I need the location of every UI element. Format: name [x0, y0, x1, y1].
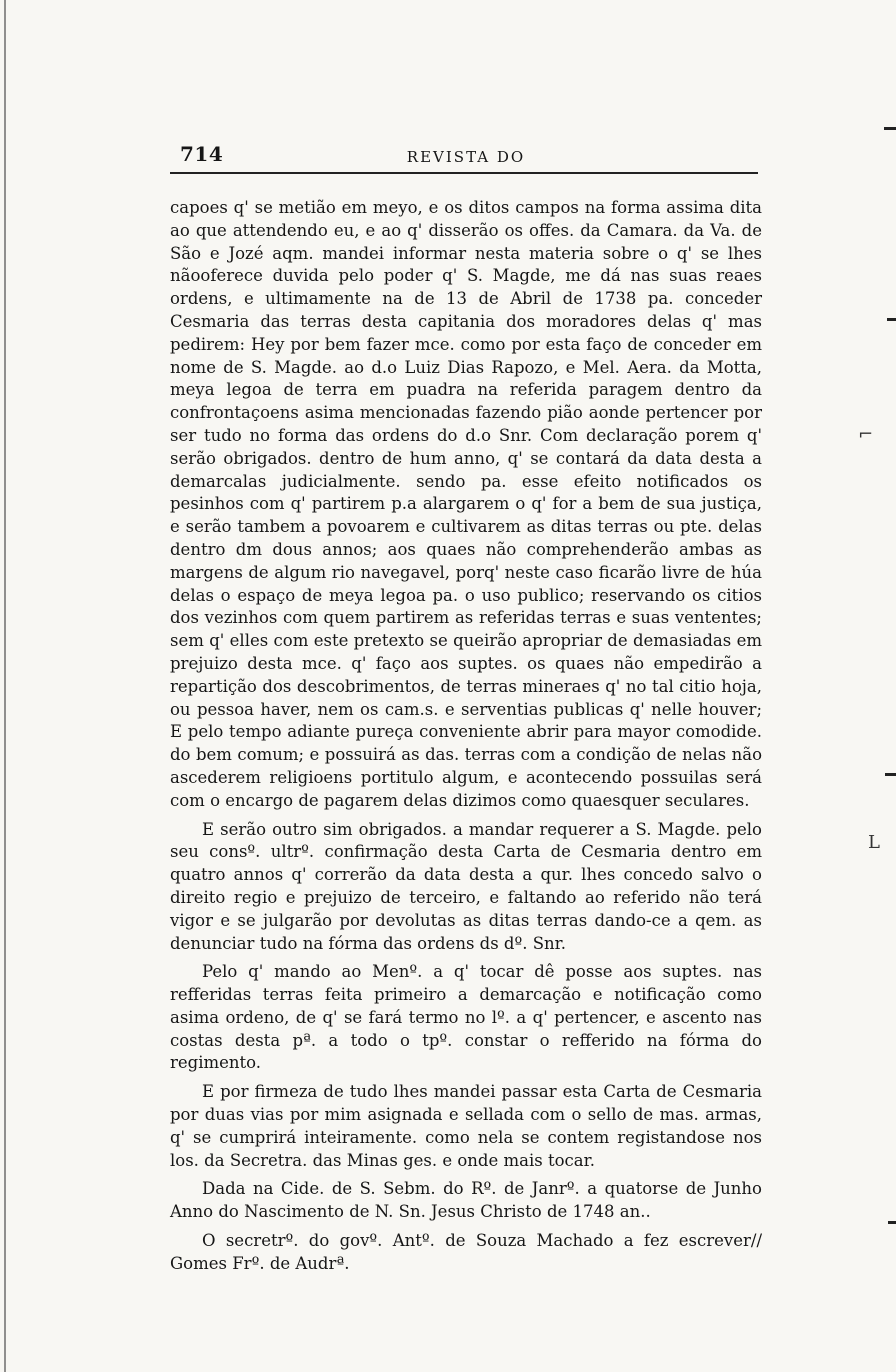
margin-scribble: L — [868, 832, 880, 853]
binding-edge — [4, 0, 6, 1372]
page-header — [170, 142, 762, 172]
margin-mark — [885, 773, 896, 776]
page-number: 714 — [180, 142, 224, 166]
paragraph: O secretrº. do govº. Antº. de Souza Machado a fez escrever// Gomes Frº. de Audrª. — [170, 1231, 762, 1273]
running-title: REVISTA DO — [406, 148, 526, 166]
paragraph: Pelo q' mando ao Menº. a q' tocar dê posse aos suptes. nas refferidas terras feita primeiro a demarcação e notificação como asima ordeno, de q' se fará termo no lº. a q' pertencer, e ascento nas costas desta pª. a todo o tpº. constar o refferido na fórma do regimento. — [170, 962, 762, 1073]
paragraph: E serão outro sim obrigados. a mandar requerer a S. Magde. pelo seu consº. ultrº. confirmação desta Carta de Cesmaria dentro em quatro annos q' correrão da data desta a qur. lhes concedo salvo o direito regio e prejuizo de terceiro, e faltando ao referido não terá vigor e se julgarão por devolutas as ditas terras dando-ce a qem. as denunciar tudo na fórma das ordens ds dº. Snr. — [170, 819, 762, 953]
document-body — [170, 197, 762, 1282]
margin-mark — [888, 1221, 896, 1224]
paragraph: Dada na Cide. de S. Sebm. do Rº. de Janrº. a quatorse de Junho Anno do Nascimento de N. Sn. Jesus Christo de 1748 an.. — [170, 1179, 762, 1222]
margin-mark — [884, 127, 896, 130]
margin-scribble: ⌐ — [858, 424, 874, 445]
margin-mark — [887, 318, 896, 321]
header-rule — [170, 172, 758, 174]
paragraph: capoes q' se metião em meyo, e os ditos campos na forma assima dita ao que attendendo eu, e ao q' disserão os offes. da Camara. da Va. de São e Jozé aqm. mandei informar nesta materia sobre o q' se lhes nãooferece duvida pelo poder q' S. Magde, me dá nas suas reaes ordens, e ultimamente na de 13 de Abril de 1738 pa. conceder Cesmaria das terras desta capitania dos moradores delas q' mas pedirem: Hey por bem fazer mce. como por esta faço de conceder em nome de S. Magde. ao d.o Luiz Dias Rapozo, e Mel. Aera. da Motta, meya legoa de terra em puadra na referida paragem dentro da confrontaçoens asima mencionadas fazendo pião aonde pertencer por ser tudo no forma das ordens do d.o Snr. Com declaração porem q' serão obrigados. dentro de hum anno, q' se contará da data desta a demarcalas judicialmente. sendo pa. esse efeito notificados os pesinhos com q' partirem p.a alargarem o q' for a bem de sua justiça, e serão tambem a povoarem e cultivarem as ditas terras ou pte. delas dentro dm dous annos; aos quaes não comprehenderão ambas as margens de algum rio navegavel, porq' neste caso ficarão livre de húa delas o espaço de meya legoa pa. o uso publico; reservando os citios dos vezinhos com quem partirem as referidas terras e suas vententes; sem q' elles com este pretexto se queirão apropriar de demasiadas em prejuizo desta mce. q' faço aos suptes. os quaes não empedirão a repartição dos descobrimentos, de terras mineraes q' no tal citio hoja, ou pessoa haver, nem os cam.s. e serventias publicas q' nelle houver; E pelo tempo adiante pureça conveniente abrir para mayor comodide. do bem comum; e possuirá as das. terras com a condição de nelas não ascederem religioens portitulo algum, e acontecendo possuilas será com o encargo de pagarem delas dizimos como quaesquer seculares. — [170, 198, 762, 810]
paragraph: E por firmeza de tudo lhes mandei passar esta Carta de Cesmaria por duas vias por mim asignada e sellada com o sello de mas. armas, q' se cumprirá inteiramente. como nela se contem registandose nos los. da Secretra. das Minas ges. e onde mais tocar. — [170, 1082, 762, 1170]
